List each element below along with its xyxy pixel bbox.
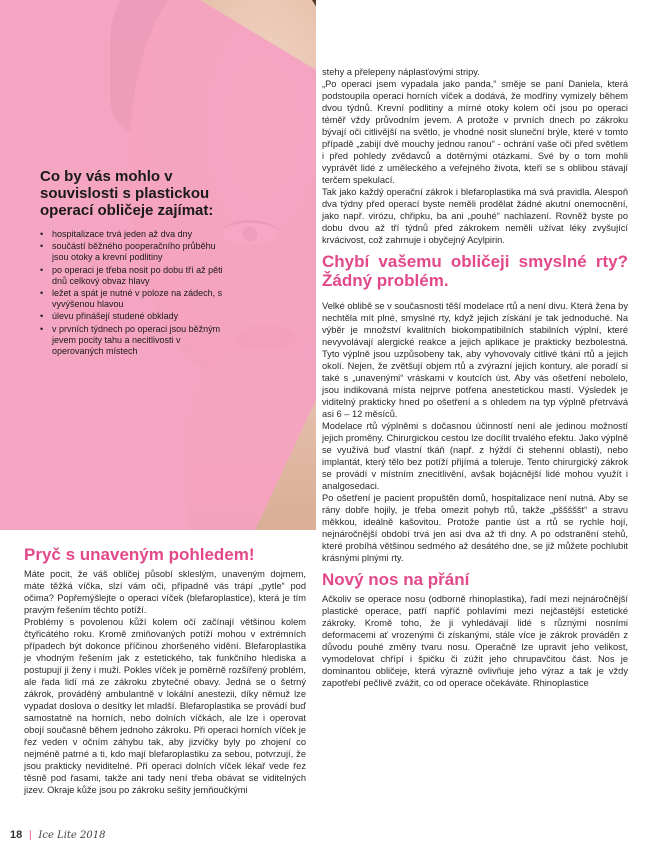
page-number: 18	[10, 829, 23, 841]
sidebar-item: • ležet a spát je nutné v poloze na zádech, s vyvýšenou hlavou	[40, 288, 230, 310]
right-column	[322, 66, 628, 689]
section-heading-nose: Nový nos na přání	[322, 570, 470, 589]
sidebar-panel	[0, 0, 316, 530]
paragraph: Po ošetření je pacient propuštěn domů, hospitalizace není nutná. Aby se rány dobře hojily, je třeba omezit pohyb rtů, takže „pšššššt“ a stravu měkkou, ideálně kašovitou. Protože pantie úst a rtů se rychle hojí, nejnáročnější období trvá jen asi dva až tři dny. A po odstranění stehů, které probíhá většinou sedmého až desátého dne, se již můžete pochlubit krásnými plnými rty.	[322, 493, 628, 563]
paragraph: Tak jako každý operační zákrok i blefaroplastika má svá pravidla. Alespoň dva týdny před operací byste neměli prodělat žádné akutní onemocnění, jako např. virózu, chřipku, ba ani „pouhé“ nachlazení. Rovněž byste po dobu dvou až tří týdnů před zákrokem neměli užívat léky zvyšující krvácivost, což zahrnuje i obyčejný Acylpirin.	[322, 187, 628, 245]
paragraph: Ačkoliv se operace nosu (odborně rhinoplastika), řadí mezi nejnáročnější plastické operace, patří napříč pohlavími mezi nejčastější estetické zákroky. Kromě toho, že ji vyhledávají lidé s různými nosními deformacemi ať vrozenými či získanými, stále více je zákrok prováděn z důvodu pouhé změny tvaru nosu. Operačně lze upravit jeho velikost, vymodelovat chřípí i špičku či zúžit jeho chrupavčitou část. Nos je dominantou obličeje, která výrazně ovlivňuje jeho výraz a tak je vždy zapotřebí pečlivě zvážit, co od operace očekáváte. Rhinoplastice	[322, 594, 628, 688]
sidebar-item: • po operaci je třeba nosit po dobu tří až pěti dnů celkový obvaz hlavy	[40, 265, 230, 287]
sidebar-item: • úlevu přinášejí studené obklady	[40, 311, 230, 322]
paragraph: Máte pocit, že váš obličej působí skleslým, unaveným dojmem, máte těžká víčka, slzí vám oči, případně vás trápí „pytle“ pod očima? Popřemýšlejte o operaci víček (blefaroplastice), která je tím pravým řešením těchto potíží.	[24, 569, 306, 615]
footer-separator: |	[29, 830, 32, 841]
sidebar-item: • součástí běžného pooperačního průběhu jsou otoky a krevní podlitiny	[40, 241, 230, 263]
page-footer	[10, 829, 105, 841]
section-heading-lips: Chybí vašemu obličeji smyslné rty? Žádný problém.	[322, 252, 628, 290]
left-column	[24, 545, 306, 796]
paragraph: „Po operaci jsem vypadala jako panda,“ směje se paní Daniela, která podstoupila operaci horních víček a dodává, že modřiny vymizely během dvou týdnů. Krevní podlitiny a mírné otoky kolem očí jsou po operaci téměř vždy průvodním jevem. A protože v prvních dnech po zákroku bývají oči citlivější na světlo, je vhodné nosit sluneční brýle, které v tomto případě „zabijí dvě mouchy jednou ranou“ - ochrání vaše oči před světlem i před pohledy zvědavců a dotěrnými otázkami. Své by o tom mohli vyprávět lidé z uměleckého a veřejného života, kteří se s oblibou stávají terčem spekulací.	[322, 79, 628, 185]
paragraph: Modelace rtů výplněmi s dočasnou účinností není ale jedinou možností jejich proměny. Chirurgickou cestou lze docílit trvalého efektu. Jako výplně se využívá buď vlastní tkáň (např. z hýždí či stehenní oblasti), nebo implantát, který tělo bez potíží přijímá a toleruje. Tento chirurgický zákrok se provádí v místním znecitlivění, avšak bojácnější lidé mohou využít i analgosedaci.	[322, 421, 628, 491]
sidebar-item: • hospitalizace trvá jeden až dva dny	[40, 229, 230, 240]
paragraph: stehy a přelepeny náplasťovými stripy.	[322, 67, 480, 77]
sidebar-content	[40, 168, 230, 358]
section-heading-eyes: Pryč s unaveným pohledem!	[24, 545, 255, 564]
sidebar-title: Co by vás mohlo v souvislosti s plastickou operací obličeje zajímat:	[40, 168, 214, 219]
sidebar-item: • v prvních týdnech po operaci jsou běžným jevem pocity tahu a necitlivosti v operovaných místech	[40, 324, 230, 358]
paragraph: Problémy s povolenou kůží kolem očí začínají většinou kolem čtyřicátého roku. Kromě zmiňovaných potíží mohou v extrémních případech být dokonce příčinou zhoršeného vidění. Blefaroplastika je vhodným řešením jak z estetického, tak funkčního hlediska a postupují ji ženy i muži. Pokles víček je poměrně rozšířený problém, ale řada lidí má ze zákroku zbytečné obavy. Jedná se o šetrný zákrok, prováděný ambulantně v lokální anestezii, díky němuž lze vypadat doslova o desítky let mladší. Blefaroplastika se provádí buď samostatně na horních, nebo dolních víčkách, ale lze i operovat obojí současně během jednoho zákroku. Při operaci horních víček je řez veden v očním záhybu tak, aby jizvičky byly po zhojení co nejméně patrné a ti, kdo mají blefaroplastiku za sebou, potvrzují, že jsou prakticky neviditelné. Při operaci dolních víček lékař vede řez těsně pod řasami, takže ani tady není třeba obávat se viditelných jizev. Okraje kůže jsou po zákroku sešity jemňoučkými	[24, 617, 306, 795]
paragraph: Velké oblibě se v současnosti těší modelace rtů a není divu. Která žena by nechtěla mít plné, smyslné rty, když jejich získání je tak jednoduché. Na výběr je množství kvalitních biokompatibilních stabilních výplní, které nevyvolávají alergické reakce a jejich aplikace je prakticky bezbolestná. Tyto výplně jsou uzpůsobeny tak, aby vyhovovaly citlivé tkáni rtů a jejich okolí. Nejen, že zvětšují objem rtů a zvýrazní jejich kontury, ale poradí si také s „unavenými“ vráskami v koutcích úst. Aby vás ošetření nebolelo, jsou indikovaná místa nejprve potřena anestetickou mastí. Výsledek je viditelný prakticky hned po ošetření a s ohledem na typ výplně přetrvává asi 6 – 12 měsíců.	[322, 301, 628, 419]
magazine-name: Ice Lite 2018	[38, 830, 106, 841]
sidebar-list	[40, 229, 230, 357]
